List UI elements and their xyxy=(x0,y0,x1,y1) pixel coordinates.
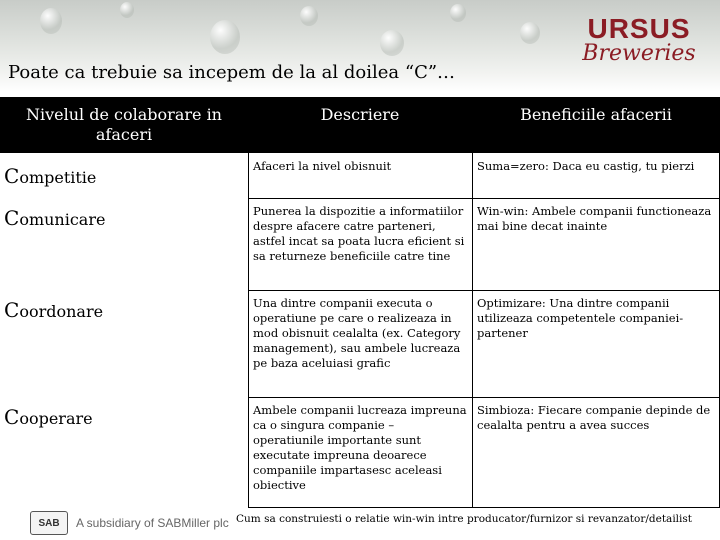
logo-ursus-text: URSUS xyxy=(587,13,691,44)
description-cell: Una dintre companii executa o operatiune pe care o realizeaza in mod obisnuit cealalta (ex. Category management), sau ambele lucreaza pe baza aceluiasi grafic xyxy=(253,296,461,370)
row-label-rest: oordonare xyxy=(19,302,104,321)
row-label-comunicare xyxy=(4,206,105,230)
row-initial: C xyxy=(4,298,20,322)
benefit-cell: Optimizare: Una dintre companii utilizeaza competentele companiei-partener xyxy=(477,296,684,340)
row-label-cooperare xyxy=(4,405,93,429)
benefit-cell: Win-win: Ambele companii functioneaza mai bine decat inainte xyxy=(477,204,712,233)
description-cell: Ambele companii lucreaza impreuna ca o singura companie – operatiunile importante sunt executate impreuna deoarece companiile impartasesc aceleasi obiective xyxy=(253,403,467,492)
logo-breweries-text: Breweries xyxy=(582,41,696,66)
row-initial: C xyxy=(4,405,20,429)
water-drop-decoration xyxy=(380,30,404,56)
footer-note: Cum sa construiesti o relatie win-win intre producator/furnizor si revanzator/detailist xyxy=(236,513,693,525)
water-drop-decoration xyxy=(450,4,466,22)
water-drop-decoration xyxy=(210,20,240,54)
header-benefits: Beneficiile afacerii xyxy=(520,105,672,124)
water-drop-decoration xyxy=(120,2,134,18)
row-divider xyxy=(248,290,720,291)
sabmiller-footer xyxy=(30,510,229,536)
row-label-competitie xyxy=(4,164,96,188)
description-cell: Punerea la dispozitie a informatiilor despre afacere catre parteneri, astfel incat sa poata lucra eficient si sa returneze beneficiile catre tine xyxy=(253,204,465,263)
water-drop-decoration xyxy=(520,22,540,44)
row-label-rest: ooperare xyxy=(19,409,93,428)
row-label-rest: ompetitie xyxy=(19,168,97,187)
row-divider xyxy=(248,397,720,398)
column-divider xyxy=(248,153,249,507)
description-cell: Afaceri la nivel obisnuit xyxy=(253,159,392,173)
water-drop-decoration xyxy=(40,8,62,34)
header-collaboration-level: Nivelul de colaborare in afaceri xyxy=(26,105,222,144)
water-drop-decoration xyxy=(300,6,318,26)
table-header xyxy=(0,97,720,153)
ursus-breweries-logo xyxy=(574,14,704,74)
row-initial: C xyxy=(4,164,20,188)
slide-title: Poate ca trebuie sa incepem de la al doilea “C”… xyxy=(8,62,456,83)
column-divider xyxy=(472,153,473,507)
header-description: Descriere xyxy=(320,105,400,124)
row-divider xyxy=(248,198,720,199)
row-label-rest: omunicare xyxy=(19,210,106,229)
sab-logo-icon: SAB xyxy=(30,511,68,535)
row-label-coordonare xyxy=(4,298,103,322)
table-bottom-border xyxy=(248,507,720,508)
benefit-cell: Simbioza: Fiecare companie depinde de cealalta pentru a avea succes xyxy=(477,403,711,432)
row-initial: C xyxy=(4,206,20,230)
subsidiary-text: A subsidiary of SABMiller plc xyxy=(76,516,229,530)
benefit-cell: Suma=zero: Daca eu castig, tu pierzi xyxy=(477,159,695,173)
